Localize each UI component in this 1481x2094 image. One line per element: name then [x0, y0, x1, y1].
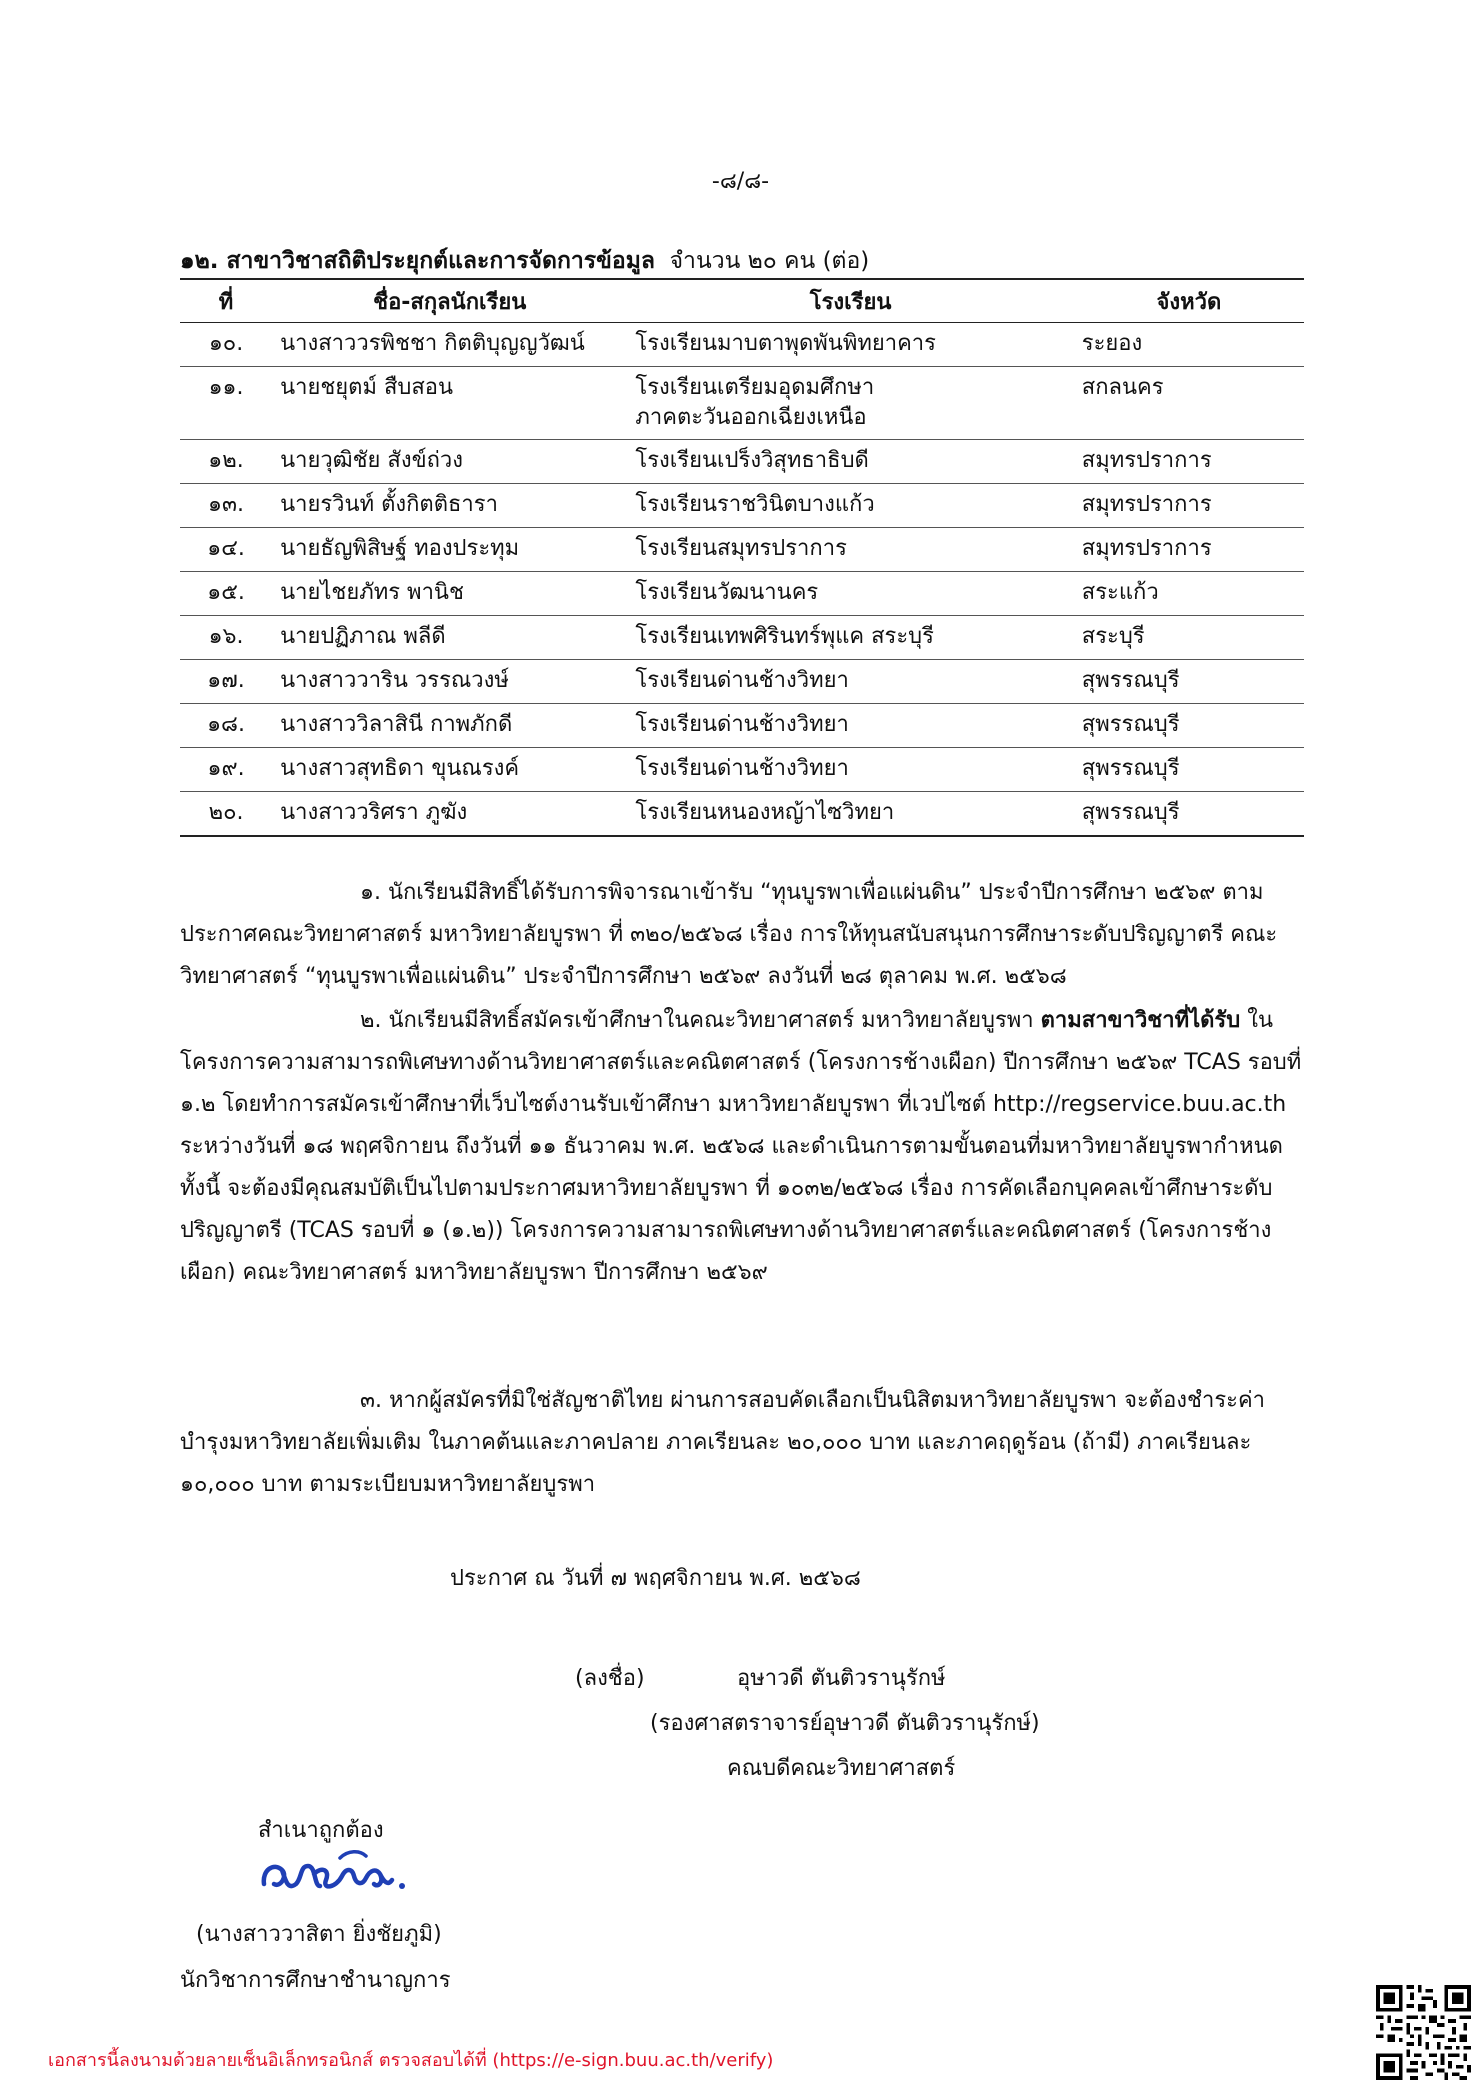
- clause-3: [180, 1380, 1310, 1506]
- section-title: [180, 243, 869, 279]
- table-row: [180, 748, 1304, 792]
- table-row: [180, 323, 1304, 367]
- row-name: นายธัญพิสิษฐ์ ทองประทุม: [272, 528, 627, 572]
- signer-position: คณบดีคณะวิทยาศาสตร์: [727, 1756, 956, 1781]
- section-title-bold: ๑๒. สาขาวิชาสถิติประยุกต์และการจัดการข้อมูล: [180, 248, 655, 274]
- row-no: ๑๖.: [180, 616, 272, 660]
- row-name: นางสาวสุทธิดา ขุนณรงค์: [272, 748, 627, 792]
- row-province: สมุทรปราการ: [1074, 528, 1304, 572]
- row-name: นายรวินท์ ตั้งกิตติธารา: [272, 484, 627, 528]
- clause-2-part-b: ในโครงการความสามารถพิเศษทางด้านวิทยาศาสตร์และคณิตศาสตร์ (โครงการช้างเผือก) ปีการศึกษา ๒๕๖๙ TCAS รอบที่ ๑.๒ โดยทำการสมัครเข้าศึกษาที่เว็บไซต์งานรับเข้าศึกษา มหาวิทยาลัยบูรพา ที่เวปไซต์ http://regservice.buu.ac.th ระหว่างวันที่ ๑๘ พฤศจิกายน ถึงวันที่ ๑๑ ธันวาคม พ.ศ. ๒๕๖๘ และดำเนินการตามขั้นตอนที่มหาวิทยาลัยบูรพากำหนด ทั้งนี้ จะต้องมีคุณสมบัติเป็นไปตามประกาศมหาวิทยาลัยบูรพา ที่ ๑๐๓๒/๒๕๖๘ เรื่อง การคัดเลือกบุคคลเข้าศึกษาระดับปริญญาตรี (TCAS รอบที่ ๑ (๑.๒)) โครงการความสามารถพิเศษทางด้านวิทยาศาสตร์และคณิตศาสตร์ (โครงการช้างเผือก) คณะวิทยาศาสตร์ มหาวิทยาลัยบูรพา ปีการศึกษา ๒๕๖๙: [180, 1008, 1302, 1285]
- row-school: โรงเรียนราชวินิตบางแก้ว: [627, 484, 1073, 528]
- row-name: นางสาววาริน วรรณวงษ์: [272, 660, 627, 704]
- signer-name: อุษาวดี ตันติวรานุรักษ์: [737, 1666, 946, 1691]
- table-row: [180, 572, 1304, 616]
- row-province: สุพรรณบุรี: [1074, 704, 1304, 748]
- row-province: สกลนคร: [1074, 367, 1304, 440]
- row-school-line2: ภาคตะวันออกเฉียงเหนือ: [635, 405, 867, 430]
- row-school: โรงเรียนเปร็งวิสุทธาธิบดี: [627, 440, 1073, 484]
- certifier-name: (นางสาววาสิตา ยิ่งชัยภูมิ): [196, 1922, 442, 1947]
- table-row: [180, 792, 1304, 837]
- header-school: โรงเรียน: [627, 279, 1073, 323]
- signer-full-title: (รองศาสตราจารย์อุษาวดี ตันติวรานุรักษ์): [650, 1711, 1040, 1736]
- e-signature-notice: เอกสารนี้ลงนามด้วยลายเซ็นอิเล็กทรอนิกส์ ตรวจสอบได้ที่ (https://e-sign.buu.ac.th/verify): [48, 2050, 774, 2071]
- row-province: สมุทรปราการ: [1074, 484, 1304, 528]
- handwritten-signature: [256, 1840, 416, 1904]
- certifier-position: นักวิชาการศึกษาชำนาญการ: [180, 1968, 451, 1993]
- clause-3-text: ๓. หากผู้สมัครที่มิใช่สัญชาติไทย ผ่านการสอบคัดเลือกเป็นนิสิตมหาวิทยาลัยบูรพา จะต้องชำระค่าบำรุงมหาวิทยาลัยเพิ่มเติม ในภาคต้นและภาคปลาย ภาคเรียนละ ๒๐,๐๐๐ บาท และภาคฤดูร้อน (ถ้ามี) ภาคเรียนละ ๑๐,๐๐๐ บาท ตามระเบียบมหาวิทยาลัยบูรพา: [180, 1388, 1266, 1497]
- row-province: สุพรรณบุรี: [1074, 660, 1304, 704]
- row-school: โรงเรียนหนองหญ้าไซวิทยา: [627, 792, 1073, 837]
- header-name: ชื่อ-สกุลนักเรียน: [272, 279, 627, 323]
- page-number: -๘/๘-: [711, 169, 770, 194]
- row-school-line1: โรงเรียนเตรียมอุดมศึกษา: [635, 375, 875, 400]
- table-row: [180, 528, 1304, 572]
- row-no: ๒๐.: [180, 792, 272, 837]
- clause-2-text: [180, 1000, 1310, 1294]
- row-school: โรงเรียนสมุทรปราการ: [627, 528, 1073, 572]
- announce-date: ประกาศ ณ วันที่ ๗ พฤศจิกายน พ.ศ. ๒๕๖๘: [450, 1566, 861, 1591]
- certified-copy-label: สำเนาถูกต้อง: [258, 1818, 384, 1843]
- row-name: นางสาววิลาสินี กาพภักดี: [272, 704, 627, 748]
- row-name: นางสาววริศรา ภูฆัง: [272, 792, 627, 837]
- table-row: [180, 367, 1304, 440]
- table-row: [180, 440, 1304, 484]
- row-province: สมุทรปราการ: [1074, 440, 1304, 484]
- row-no: ๑๗.: [180, 660, 272, 704]
- row-province: สระแก้ว: [1074, 572, 1304, 616]
- table-row: [180, 484, 1304, 528]
- row-school: โรงเรียนเทพศิรินทร์พุแค สระบุรี: [627, 616, 1073, 660]
- row-no: ๑๓.: [180, 484, 272, 528]
- row-province: สุพรรณบุรี: [1074, 792, 1304, 837]
- clause-2: [180, 1000, 1310, 1294]
- table-row: [180, 660, 1304, 704]
- header-province: จังหวัด: [1074, 279, 1304, 323]
- clause-1: [180, 872, 1310, 998]
- clause-2-part-a: ๒. นักเรียนมีสิทธิ์สมัครเข้าศึกษาในคณะวิทยาศาสตร์ มหาวิทยาลัยบูรพา: [360, 1008, 1034, 1033]
- row-no: ๑๙.: [180, 748, 272, 792]
- row-province: สุพรรณบุรี: [1074, 748, 1304, 792]
- row-school: โรงเรียนวัฒนานคร: [627, 572, 1073, 616]
- row-name: นายชยุตม์ สืบสอน: [272, 367, 627, 440]
- row-school: โรงเรียนด่านช้างวิทยา: [627, 704, 1073, 748]
- row-no: ๑๕.: [180, 572, 272, 616]
- student-table: [180, 278, 1304, 837]
- header-no: ที่: [180, 279, 272, 323]
- row-no: ๑๘.: [180, 704, 272, 748]
- signer-label: (ลงชื่อ): [575, 1666, 645, 1691]
- row-school: [627, 367, 1073, 440]
- row-province: สระบุรี: [1074, 616, 1304, 660]
- section-title-count: จำนวน ๒๐ คน (ต่อ): [669, 248, 870, 274]
- row-no: ๑๐.: [180, 323, 272, 367]
- table-row: [180, 704, 1304, 748]
- row-name: นายวุฒิชัย สังข์ถ่วง: [272, 440, 627, 484]
- row-name: นายไชยภัทร พานิช: [272, 572, 627, 616]
- row-school: โรงเรียนด่านช้างวิทยา: [627, 660, 1073, 704]
- clause-1-text: ๑. นักเรียนมีสิทธิ์ได้รับการพิจารณาเข้ารับ “ทุนบูรพาเพื่อแผ่นดิน” ประจำปีการศึกษา ๒๕๖๙ ตามประกาศคณะวิทยาศาสตร์ มหาวิทยาลัยบูรพา ที่ ๓๒๐/๒๕๖๘ เรื่อง การให้ทุนสนับสนุนการศึกษาระดับปริญญาตรี คณะวิทยาศาสตร์ “ทุนบูรพาเพื่อแผ่นดิน” ประจำปีการศึกษา ๒๕๖๙ ลงวันที่ ๒๘ ตุลาคม พ.ศ. ๒๕๖๘: [180, 880, 1278, 989]
- qr-code-icon: [1376, 1985, 1471, 2080]
- clause-2-emphasis: ตามสาขาวิชาที่ได้รับ: [1040, 1008, 1241, 1033]
- row-name: นายปฏิภาณ พลีดี: [272, 616, 627, 660]
- row-name: นางสาววรพิชชา กิตติบุญญวัฒน์: [272, 323, 627, 367]
- table-row: [180, 616, 1304, 660]
- table-header-row: [180, 279, 1304, 323]
- row-school: โรงเรียนด่านช้างวิทยา: [627, 748, 1073, 792]
- row-no: ๑๑.: [180, 367, 272, 440]
- row-no: ๑๒.: [180, 440, 272, 484]
- row-school: โรงเรียนมาบตาพุดพันพิทยาคาร: [627, 323, 1073, 367]
- row-no: ๑๔.: [180, 528, 272, 572]
- row-province: ระยอง: [1074, 323, 1304, 367]
